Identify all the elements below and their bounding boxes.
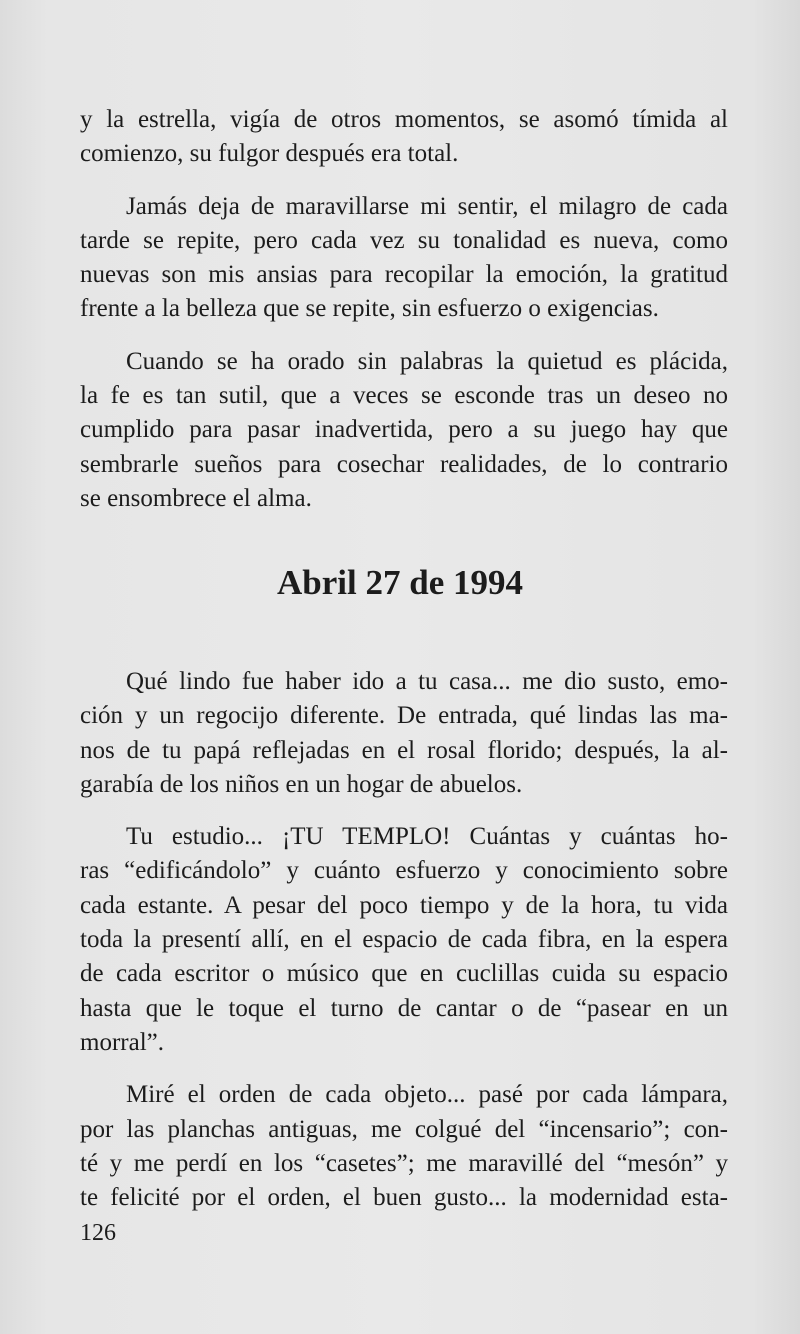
text-line: comienzo, su fulgor después era total. <box>80 140 459 168</box>
paragraph-6 <box>80 1078 728 1215</box>
text-line: nuevas son mis ansias para recopilar la emoción, la gratitud <box>80 261 728 289</box>
text-line: Miré el orden de cada objeto... pasé por cada lámpara, <box>126 1081 728 1109</box>
text-line: frente a la belleza que se repite, sin esfuerzo o exigencias. <box>80 295 659 323</box>
text-line: Cuando se ha orado sin palabras la quietud es plácida, <box>126 347 728 375</box>
text-line: hasta que le toque el turno de cantar o de “pasear en un <box>80 994 728 1022</box>
text-line: te felicité por el orden, el buen gusto... la modernidad esta- <box>80 1184 728 1212</box>
text-line: té y me perdí en los “casetes”; me maravillé del “mesón” y <box>80 1149 728 1177</box>
text-line: ras “edificándolo” y cuánto esfuerzo y conocimiento sobre <box>80 857 728 885</box>
text-line: ción y un regocijo diferente. De entrada, qué lindas las ma- <box>80 702 728 730</box>
text-line: Tu estudio... ¡TU TEMPLO! Cuántas y cuántas ho- <box>126 823 728 851</box>
page-number: 126 <box>80 1220 116 1246</box>
text-line: Jamás deja de maravillarse mi sentir, el milagro de cada <box>126 192 728 220</box>
text-line: tarde se repite, pero cada vez su tonalidad es nueva, como <box>80 226 728 254</box>
text-line: cumplido para pasar inadvertida, pero a su juego hay que <box>80 416 728 444</box>
paragraph-3 <box>80 345 728 516</box>
text-line: garabía de los niños en un hogar de abuelos. <box>80 770 523 798</box>
text-line: toda la presentí allí, en el espacio de cada fibra, en la espera <box>80 926 728 954</box>
section-heading: Abril 27 de 1994 <box>277 563 523 602</box>
text-line: morral”. <box>80 1028 164 1056</box>
paragraph-2 <box>80 190 728 327</box>
text-line: la fe es tan sutil, que a veces se esconde tras un deseo no <box>80 382 728 410</box>
paragraph-5 <box>80 820 728 1060</box>
text-line: sembrarle sueños para cosechar realidades, de lo contrario <box>80 450 728 478</box>
paragraph-4 <box>80 665 728 802</box>
text-after-heading <box>80 665 728 1215</box>
text-before-heading <box>80 103 728 516</box>
text-line: por las planchas antiguas, me colgué del “incensario”; con- <box>80 1115 728 1143</box>
text-line: cada estante. A pesar del poco tiempo y de la hora, tu vida <box>80 891 728 919</box>
text-line: se ensombrece el alma. <box>80 484 312 512</box>
text-line: nos de tu papá reflejadas en el rosal florido; después, la al- <box>80 736 728 764</box>
text-line: y la estrella, vigía de otros momentos, se asomó tímida al <box>80 106 728 133</box>
text-line: Qué lindo fue haber ido a tu casa... me dio susto, emo- <box>126 668 728 695</box>
text-line: de cada escritor o músico que en cuclillas cuida su espacio <box>80 960 728 988</box>
paragraph-1 <box>80 103 728 172</box>
